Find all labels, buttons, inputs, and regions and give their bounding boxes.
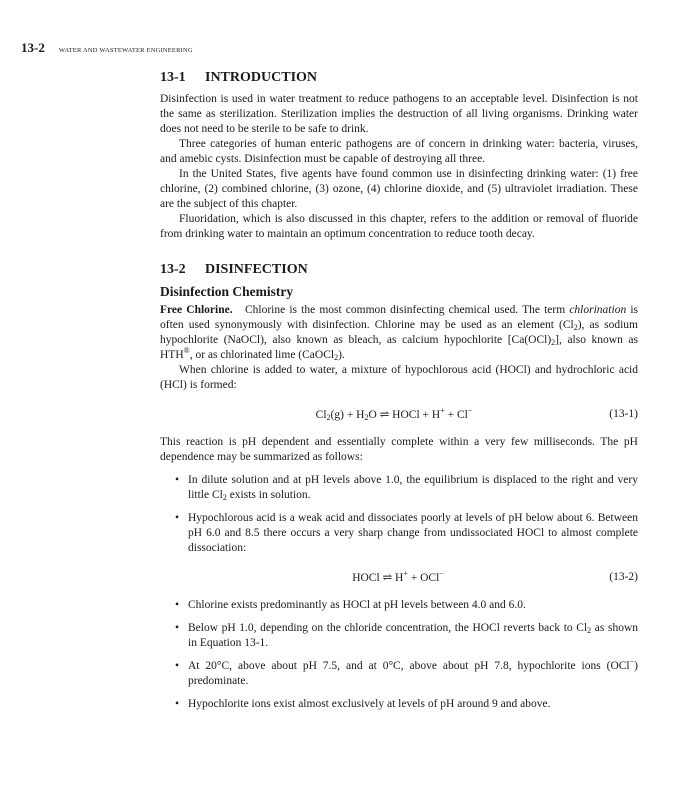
bullet-icon: • <box>175 660 180 672</box>
equation-13-1 <box>160 403 638 425</box>
list-item: • In dilute solution and at pH levels above 1.0, the equilibrium is displaced to the right and very little $Cl_2$ exists in solution. <box>175 474 638 502</box>
bullet-icon: • <box>175 474 180 486</box>
equation-expression: $Cl_2(g) + H_2O$ ⇌ HOCl + H+ + Cl− <box>315 406 473 422</box>
bullet-icon: • <box>175 599 180 611</box>
free-chlorine-paragraph: Free Chlorine. Chlorine is the most common disinfecting chemical used. The term chlorination is often used synonymously with disinfection. Chlorine may be used as an element $(Cl_2)$, as sodium hypochlorite (NaOCl), also known as bleach, as calcium hypochlorite $[Ca(OCl)_2]$, also known as HTH®, or as chlorinated lime (CaOCl$_2$). <box>160 304 639 362</box>
running-head: WATER AND WASTEWATER ENGINEERING <box>58 47 193 54</box>
section-number: 13-2 <box>160 262 186 277</box>
equation-13-2 <box>160 566 638 588</box>
subsection-heading: Disinfection Chemistry <box>160 284 294 299</box>
list-item: • At 20°C, above about pH 7.5, and at 0°C, above about pH 7.8, hypochlorite ions (OCl−) predominate. <box>175 657 638 687</box>
ph-bullet-list <box>160 473 638 556</box>
run-in-heading: Free Chlorine. <box>160 304 233 316</box>
section-heading-introduction <box>160 70 638 86</box>
page-number: 13-2 <box>21 40 45 55</box>
ph-bullet-list-continued <box>160 598 638 712</box>
chlorine-added-paragraph: When chlorine is added to water, a mixture of hypochlorous acid (HOCl) and hydrochloric acid (HCl) is formed: <box>160 364 638 391</box>
equation-expression: HOCl ⇌ H+ + OCl− <box>352 569 444 584</box>
bullet-icon: • <box>175 622 180 634</box>
intro-paragraph-3: In the United States, five agents have found common use in disinfecting drinking water: (1) free chlorine, (2) combined chlorine, (3) ozone, (4) chlorine dioxide, and (5) ultraviolet irradiation. These are the subject of this chapter. <box>160 168 638 210</box>
equation-number: (13-2) <box>609 571 638 583</box>
intro-paragraph-1: Disinfection is used in water treatment to reduce pathogens to an acceptable level. Disinfection is not the same as sterilization. Sterilization implies the destruction of all living organisms. Drinking water does not need to be sterile to be safe to drink. <box>160 93 638 135</box>
section-title: DISINFECTION <box>205 262 308 277</box>
section-number: 13-1 <box>160 70 186 85</box>
ph-dependence-paragraph: This reaction is pH dependent and essentially complete within a very few milliseconds. The pH dependence may be summarized as follows: <box>160 436 638 463</box>
list-item: • Chlorine exists predominantly as HOCl at pH levels between 4.0 and 6.0. <box>175 599 526 611</box>
intro-paragraph-4: Fluoridation, which is also discussed in this chapter, refers to the addition or removal of fluoride from drinking water to maintain an optimum concentration to reduce tooth decay. <box>160 213 638 240</box>
bullet-icon: • <box>175 698 180 710</box>
page-body <box>160 70 638 712</box>
list-item: • Below pH 1.0, depending on the chloride concentration, the HOCl reverts back to $Cl_2$ as shown in Equation 13-1. <box>175 622 638 649</box>
intro-paragraph-2: Three categories of human enteric pathogens are of concern in drinking water: bacteria, viruses, and amebic cysts. Disinfection must be capable of destroying all three. <box>160 138 638 165</box>
page-header <box>21 40 193 56</box>
list-item: • Hypochlorite ions exist almost exclusively at levels of pH around 9 and above. <box>175 698 551 710</box>
list-item: • Hypochlorous acid is a weak acid and dissociates poorly at levels of pH below about 6. Between pH 6.0 and 8.5 there occurs a very sharp change from undissociated HOCl to almost complete dissociation: <box>175 512 638 554</box>
equation-number: (13-1) <box>609 408 638 420</box>
bullet-icon: • <box>175 512 180 524</box>
section-heading-disinfection <box>160 262 638 278</box>
section-title: INTRODUCTION <box>205 70 318 85</box>
